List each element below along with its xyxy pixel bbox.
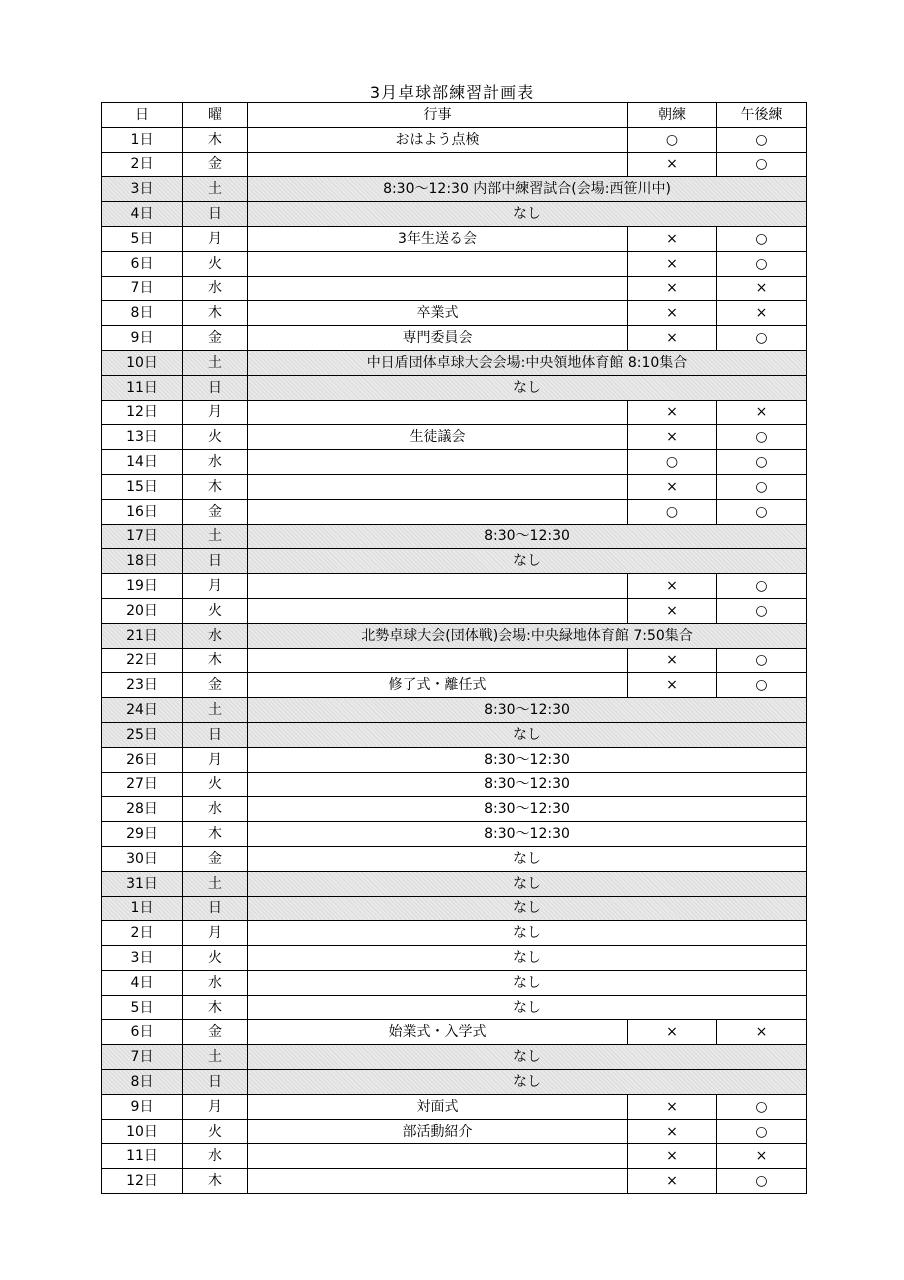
event-cell: なし — [248, 896, 807, 921]
morning-practice-cell: × — [628, 1119, 717, 1144]
morning-practice-cell: × — [628, 598, 717, 623]
weekday-cell: 木 — [183, 995, 248, 1020]
weekday-cell: 金 — [183, 846, 248, 871]
day-cell: 6日 — [102, 251, 183, 276]
event-cell: なし — [248, 995, 807, 1020]
weekday-cell: 水 — [183, 1144, 248, 1169]
table-row — [102, 1119, 807, 1144]
day-cell: 7日 — [102, 1045, 183, 1070]
weekday-cell: 水 — [183, 276, 248, 301]
weekday-cell: 土 — [183, 350, 248, 375]
event-cell — [248, 400, 628, 425]
table-row — [102, 846, 807, 871]
schedule-body — [102, 127, 807, 1193]
afternoon-practice-cell: × — [717, 276, 807, 301]
table-row — [102, 1020, 807, 1045]
table-row — [102, 202, 807, 227]
header-morning-practice: 朝練 — [628, 103, 717, 128]
table-row — [102, 400, 807, 425]
event-cell: なし — [248, 375, 807, 400]
event-cell: 8:30～12:30 内部中練習試合(会場:西笹川中) — [248, 177, 807, 202]
afternoon-practice-cell: × — [717, 1020, 807, 1045]
morning-practice-cell: × — [628, 1020, 717, 1045]
event-cell: なし — [248, 1045, 807, 1070]
event-cell: なし — [248, 946, 807, 971]
table-row — [102, 1169, 807, 1194]
event-cell: 部活動紹介 — [248, 1119, 628, 1144]
event-cell: 専門委員会 — [248, 326, 628, 351]
morning-practice-cell: × — [628, 301, 717, 326]
day-cell: 28日 — [102, 797, 183, 822]
weekday-cell: 火 — [183, 598, 248, 623]
day-cell: 8日 — [102, 301, 183, 326]
day-cell: 2日 — [102, 921, 183, 946]
header-afternoon-practice: 午後練 — [717, 103, 807, 128]
event-cell: 北勢卓球大会(団体戦)会場:中央緑地体育館 7:50集合 — [248, 623, 807, 648]
event-cell: なし — [248, 1070, 807, 1095]
table-row — [102, 1144, 807, 1169]
event-cell — [248, 499, 628, 524]
afternoon-practice-cell: ○ — [717, 226, 807, 251]
weekday-cell: 火 — [183, 772, 248, 797]
day-cell: 21日 — [102, 623, 183, 648]
day-cell: 5日 — [102, 226, 183, 251]
table-row — [102, 499, 807, 524]
morning-practice-cell: × — [628, 276, 717, 301]
table-row — [102, 648, 807, 673]
table-row — [102, 127, 807, 152]
table-row — [102, 822, 807, 847]
event-cell — [248, 152, 628, 177]
event-cell: なし — [248, 921, 807, 946]
morning-practice-cell: × — [628, 574, 717, 599]
weekday-cell: 月 — [183, 400, 248, 425]
day-cell: 16日 — [102, 499, 183, 524]
morning-practice-cell: × — [628, 673, 717, 698]
table-row — [102, 673, 807, 698]
day-cell: 29日 — [102, 822, 183, 847]
weekday-cell: 火 — [183, 1119, 248, 1144]
afternoon-practice-cell: ○ — [717, 1094, 807, 1119]
day-cell: 7日 — [102, 276, 183, 301]
event-cell: なし — [248, 970, 807, 995]
weekday-cell: 水 — [183, 797, 248, 822]
morning-practice-cell: × — [628, 474, 717, 499]
event-cell: 8:30～12:30 — [248, 747, 807, 772]
morning-practice-cell: × — [628, 152, 717, 177]
day-cell: 18日 — [102, 549, 183, 574]
event-cell — [248, 1144, 628, 1169]
morning-practice-cell: ○ — [628, 499, 717, 524]
weekday-cell: 金 — [183, 1020, 248, 1045]
table-row — [102, 1070, 807, 1095]
day-cell: 24日 — [102, 698, 183, 723]
weekday-cell: 火 — [183, 425, 248, 450]
weekday-cell: 土 — [183, 1045, 248, 1070]
weekday-cell: 水 — [183, 623, 248, 648]
morning-practice-cell: × — [628, 400, 717, 425]
table-row — [102, 251, 807, 276]
event-cell: なし — [248, 549, 807, 574]
afternoon-practice-cell: ○ — [717, 326, 807, 351]
day-cell: 23日 — [102, 673, 183, 698]
event-cell: なし — [248, 871, 807, 896]
event-cell: なし — [248, 202, 807, 227]
table-row — [102, 1045, 807, 1070]
day-cell: 17日 — [102, 524, 183, 549]
morning-practice-cell: × — [628, 226, 717, 251]
morning-practice-cell: ○ — [628, 127, 717, 152]
event-cell — [248, 251, 628, 276]
day-cell: 3日 — [102, 177, 183, 202]
event-cell — [248, 474, 628, 499]
afternoon-practice-cell: × — [717, 301, 807, 326]
event-cell: なし — [248, 722, 807, 747]
afternoon-practice-cell: ○ — [717, 251, 807, 276]
table-row — [102, 549, 807, 574]
table-header-row — [102, 103, 807, 128]
day-cell: 22日 — [102, 648, 183, 673]
table-row — [102, 425, 807, 450]
afternoon-practice-cell: ○ — [717, 450, 807, 475]
table-row — [102, 896, 807, 921]
weekday-cell: 月 — [183, 574, 248, 599]
morning-practice-cell: × — [628, 1169, 717, 1194]
day-cell: 9日 — [102, 1094, 183, 1119]
weekday-cell: 日 — [183, 375, 248, 400]
page-title: 3月卓球部練習計画表 — [369, 83, 535, 102]
event-cell: 中日盾団体卓球大会会場:中央領地体育館 8:10集合 — [248, 350, 807, 375]
weekday-cell: 土 — [183, 524, 248, 549]
day-cell: 5日 — [102, 995, 183, 1020]
morning-practice-cell: × — [628, 648, 717, 673]
afternoon-practice-cell: ○ — [717, 127, 807, 152]
weekday-cell: 金 — [183, 326, 248, 351]
event-cell: 8:30～12:30 — [248, 524, 807, 549]
afternoon-practice-cell: ○ — [717, 673, 807, 698]
table-row — [102, 772, 807, 797]
afternoon-practice-cell: ○ — [717, 1119, 807, 1144]
morning-practice-cell: × — [628, 326, 717, 351]
afternoon-practice-cell: ○ — [717, 499, 807, 524]
table-row — [102, 226, 807, 251]
table-row — [102, 598, 807, 623]
table-row — [102, 152, 807, 177]
weekday-cell: 木 — [183, 822, 248, 847]
weekday-cell: 火 — [183, 251, 248, 276]
event-cell: 生徒議会 — [248, 425, 628, 450]
day-cell: 30日 — [102, 846, 183, 871]
weekday-cell: 月 — [183, 747, 248, 772]
event-cell: 8:30～12:30 — [248, 772, 807, 797]
morning-practice-cell: × — [628, 425, 717, 450]
table-row — [102, 623, 807, 648]
event-cell: おはよう点検 — [248, 127, 628, 152]
day-cell: 9日 — [102, 326, 183, 351]
header-event: 行事 — [248, 103, 628, 128]
event-cell — [248, 450, 628, 475]
weekday-cell: 日 — [183, 1070, 248, 1095]
day-cell: 1日 — [102, 127, 183, 152]
event-cell: 8:30～12:30 — [248, 822, 807, 847]
afternoon-practice-cell: × — [717, 400, 807, 425]
day-cell: 13日 — [102, 425, 183, 450]
day-cell: 31日 — [102, 871, 183, 896]
weekday-cell: 金 — [183, 152, 248, 177]
weekday-cell: 木 — [183, 127, 248, 152]
event-cell — [248, 1169, 628, 1194]
morning-practice-cell: × — [628, 251, 717, 276]
weekday-cell: 月 — [183, 921, 248, 946]
afternoon-practice-cell: × — [717, 1144, 807, 1169]
event-cell: 対面式 — [248, 1094, 628, 1119]
weekday-cell: 水 — [183, 450, 248, 475]
weekday-cell: 月 — [183, 226, 248, 251]
weekday-cell: 日 — [183, 722, 248, 747]
day-cell: 25日 — [102, 722, 183, 747]
table-row — [102, 747, 807, 772]
weekday-cell: 日 — [183, 549, 248, 574]
table-row — [102, 995, 807, 1020]
day-cell: 2日 — [102, 152, 183, 177]
table-row — [102, 326, 807, 351]
day-cell: 27日 — [102, 772, 183, 797]
day-cell: 10日 — [102, 1119, 183, 1144]
weekday-cell: 日 — [183, 202, 248, 227]
day-cell: 19日 — [102, 574, 183, 599]
day-cell: 12日 — [102, 1169, 183, 1194]
table-row — [102, 450, 807, 475]
table-row — [102, 301, 807, 326]
table-row — [102, 970, 807, 995]
event-cell: 3年生送る会 — [248, 226, 628, 251]
day-cell: 8日 — [102, 1070, 183, 1095]
header-day: 日 — [102, 103, 183, 128]
table-row — [102, 871, 807, 896]
table-row — [102, 1094, 807, 1119]
table-row — [102, 524, 807, 549]
event-cell — [248, 648, 628, 673]
morning-practice-cell: × — [628, 1144, 717, 1169]
weekday-cell: 金 — [183, 673, 248, 698]
day-cell: 4日 — [102, 202, 183, 227]
event-cell — [248, 598, 628, 623]
event-cell — [248, 276, 628, 301]
morning-practice-cell: × — [628, 1094, 717, 1119]
table-row — [102, 375, 807, 400]
afternoon-practice-cell: ○ — [717, 574, 807, 599]
afternoon-practice-cell: ○ — [717, 1169, 807, 1194]
event-cell: 卒業式 — [248, 301, 628, 326]
table-row — [102, 574, 807, 599]
weekday-cell: 土 — [183, 871, 248, 896]
morning-practice-cell: ○ — [628, 450, 717, 475]
day-cell: 1日 — [102, 896, 183, 921]
weekday-cell: 木 — [183, 1169, 248, 1194]
table-row — [102, 276, 807, 301]
weekday-cell: 月 — [183, 1094, 248, 1119]
weekday-cell: 木 — [183, 474, 248, 499]
weekday-cell: 木 — [183, 648, 248, 673]
day-cell: 14日 — [102, 450, 183, 475]
day-cell: 20日 — [102, 598, 183, 623]
table-row — [102, 797, 807, 822]
afternoon-practice-cell: ○ — [717, 598, 807, 623]
event-cell: 始業式・入学式 — [248, 1020, 628, 1045]
day-cell: 3日 — [102, 946, 183, 971]
header-weekday: 曜 — [183, 103, 248, 128]
event-cell: 修了式・離任式 — [248, 673, 628, 698]
event-cell: 8:30～12:30 — [248, 797, 807, 822]
table-row — [102, 474, 807, 499]
day-cell: 11日 — [102, 375, 183, 400]
weekday-cell: 水 — [183, 970, 248, 995]
weekday-cell: 日 — [183, 896, 248, 921]
day-cell: 4日 — [102, 970, 183, 995]
weekday-cell: 金 — [183, 499, 248, 524]
day-cell: 6日 — [102, 1020, 183, 1045]
weekday-cell: 火 — [183, 946, 248, 971]
afternoon-practice-cell: ○ — [717, 425, 807, 450]
day-cell: 26日 — [102, 747, 183, 772]
table-row — [102, 177, 807, 202]
table-row — [102, 350, 807, 375]
afternoon-practice-cell: ○ — [717, 474, 807, 499]
day-cell: 10日 — [102, 350, 183, 375]
weekday-cell: 木 — [183, 301, 248, 326]
day-cell: 11日 — [102, 1144, 183, 1169]
table-row — [102, 946, 807, 971]
day-cell: 15日 — [102, 474, 183, 499]
table-row — [102, 722, 807, 747]
afternoon-practice-cell: ○ — [717, 152, 807, 177]
afternoon-practice-cell: ○ — [717, 648, 807, 673]
practice-schedule-table — [101, 102, 807, 1194]
table-row — [102, 698, 807, 723]
day-cell: 12日 — [102, 400, 183, 425]
event-cell — [248, 574, 628, 599]
weekday-cell: 土 — [183, 698, 248, 723]
event-cell: なし — [248, 846, 807, 871]
event-cell: 8:30～12:30 — [248, 698, 807, 723]
table-row — [102, 921, 807, 946]
weekday-cell: 土 — [183, 177, 248, 202]
